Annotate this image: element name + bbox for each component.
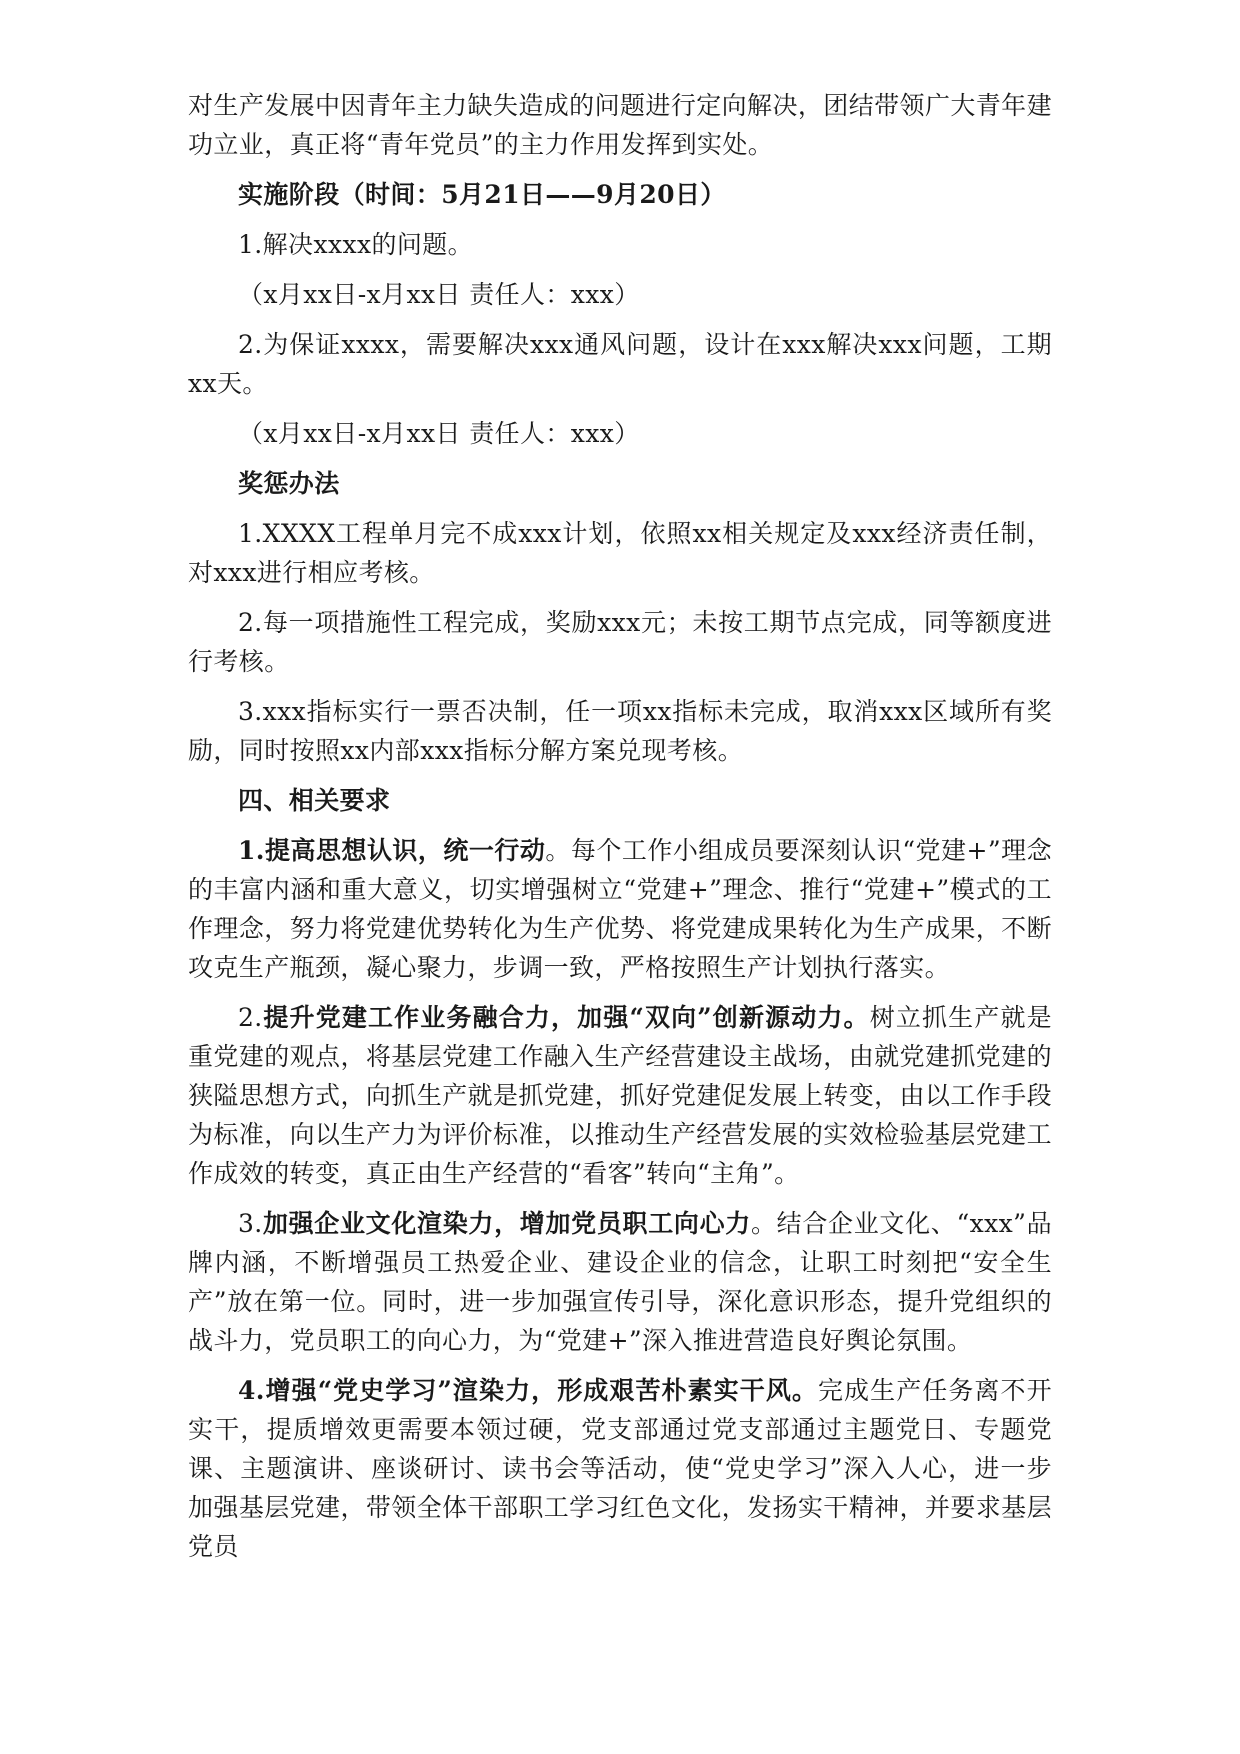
list-item-reward-3: 3.xxx指标实行一票否决制，任一项xx指标未完成，取消xxx区域所有奖励，同时按照xx内部xxx指标分解方案兑现考核。 [188, 697, 1052, 765]
list-item-reward-1: 1.XXXX工程单月完不成xxx计划，依照xx相关规定及xxx经济责任制，对xxx进行相应考核。 [188, 519, 1052, 587]
requirement-3-lead: 加强企业文化渲染力，增加党员职工向心力 [262, 1209, 751, 1238]
heading-rewards-penalties: 奖惩办法 [238, 469, 340, 498]
requirement-4 [188, 1371, 1052, 1566]
requirement-1-body: 。每个工作小组成员要深刻认识“党建+”理念的丰富内涵和重大意义，切实增强树立“党建+”理念、推行“党建+”模式的工作理念，努力将党建优势转化为生产优势、将党建成果转化为生产成果，不断攻克生产瓶颈，凝心聚力，步调一致，严格按照生产计划执行落实。 [188, 836, 1052, 982]
requirement-2-lead: 提升党建工作业务融合力，加强“双向”创新源动力。 [262, 1003, 870, 1032]
requirement-4-body: 完成生产任务离不开实干，提质增效更需要本领过硬，党支部通过党支部通过主题党日、专题党课、主题演讲、座谈研讨、读书会等活动，使“党史学习”深入人心，进一步加强基层党建，带领全体干部职工学习红色文化，发扬实干精神，并要求基层党员 [188, 1376, 1052, 1561]
heading-implementation-stage: 实施阶段（时间：5月21日——9月20日） [238, 180, 726, 209]
requirement-4-lead: 4.增强“党史学习”渲染力，形成艰苦朴素实干风。 [238, 1376, 818, 1405]
requirement-1-lead: 1.提高思想认识，统一行动 [238, 836, 546, 865]
requirement-1 [188, 831, 1052, 987]
list-item-reward-2: 2.每一项措施性工程完成，奖励xxx元；未按工期节点完成，同等额度进行考核。 [188, 608, 1052, 676]
requirement-2-body: 树立抓生产就是重党建的观点，将基层党建工作融入生产经营建设主战场，由就党建抓党建的狭隘思想方式，向抓生产就是抓党建，抓好党建促发展上转变，由以工作手段为标准，向以生产力为评价标准，以推动生产经营发展的实效检验基层党建工作成效的转变，真正由生产经营的“看客”转向“主角”。 [188, 1003, 1052, 1188]
paragraph-intro-continuation: 对生产发展中因青年主力缺失造成的问题进行定向解决，团结带领广大青年建功立业，真正将“青年党员”的主力作用发挥到实处。 [188, 91, 1052, 159]
requirement-3-body: 。结合企业文化、“xxx”品牌内涵，不断增强员工热爱企业、建设企业的信念，让职工时刻把“安全生产”放在第一位。同时，进一步加强宣传引导，深化意识形态，提升党组织的战斗力，党员职工的向心力，为“党建+”深入推进营造良好舆论氛围。 [188, 1209, 1052, 1355]
requirement-2 [188, 998, 1052, 1193]
document-page [188, 86, 1052, 1577]
heading-section-four: 四、相关要求 [238, 786, 391, 815]
list-item-implementation-1: 1.解决xxxx的问题。 [238, 230, 474, 259]
requirement-2-number: 2. [238, 1003, 263, 1032]
requirement-3 [188, 1204, 1052, 1360]
requirement-3-number: 3. [238, 1209, 263, 1238]
list-item-implementation-2: 2.为保证xxxx，需要解决xxx通风问题，设计在xxx解决xxx问题，工期xx天。 [188, 330, 1052, 398]
schedule-note-1: （x月xx日-x月xx日 责任人：xxx） [238, 280, 640, 309]
schedule-note-2: （x月xx日-x月xx日 责任人：xxx） [238, 419, 640, 448]
